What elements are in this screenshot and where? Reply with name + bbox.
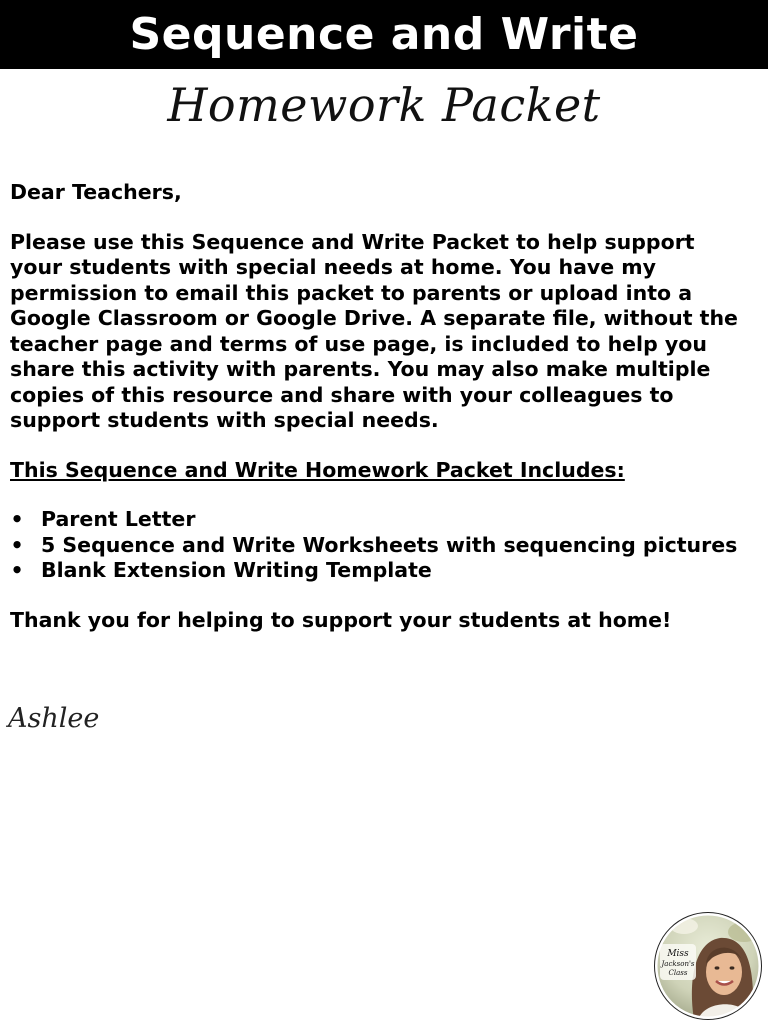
letter-paragraph: Please use this Sequence and Write Packet to help support your students with special needs at home. You have my permission to email this packet to parents or upload into a Google Classroom or Google Drive. A separate file, without the teacher page and terms of use page, is included to help you share this activity with parents. You may also make multiple copies of this resource and share with your colleagues to support students with special needs. (10, 229, 738, 432)
list-item (10, 507, 750, 533)
list-item-text: Parent Letter (41, 507, 196, 531)
title-banner (0, 0, 768, 69)
list-item-text: 5 Sequence and Write Worksheets with sequencing pictures (41, 532, 738, 557)
bullet-icon: • (10, 532, 24, 557)
logo-text-line3: Class (668, 969, 688, 977)
letter-closing: Thank you for helping to support your students at home! (10, 607, 672, 632)
author-logo-avatar (654, 912, 762, 1020)
list-item (10, 558, 750, 584)
list-item (10, 533, 750, 559)
letter-body (10, 180, 750, 657)
letter-greeting: Dear Teachers, (10, 180, 182, 204)
list-item-text: Blank Extension Writing Template (41, 558, 432, 582)
page-title: Sequence and Write (129, 8, 639, 60)
page-subtitle: Homework Packet (167, 78, 601, 132)
includes-list (10, 507, 750, 584)
logo-text-line1: Miss (667, 949, 689, 959)
bullet-icon: • (10, 558, 24, 582)
bullet-icon: • (10, 507, 24, 531)
includes-heading: This Sequence and Write Homework Packet Includes: (10, 457, 625, 482)
logo-text-line2: Jackson's (661, 960, 695, 968)
avatar-portrait-icon (654, 912, 762, 1020)
signature: Ashlee (8, 703, 100, 734)
